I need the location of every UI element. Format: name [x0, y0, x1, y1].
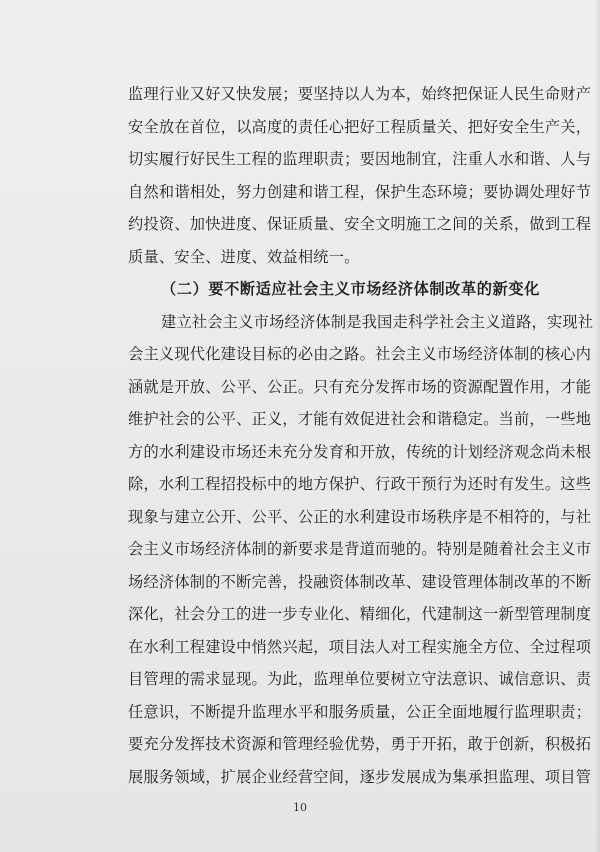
text-line: 深化，社会分工的进一步专业化、精细化，代建制这一新型管理制度	[128, 605, 592, 623]
text-line: 切实履行好民生工程的监理职责；要因地制宜，注重人水和谐、人与	[128, 150, 592, 168]
text-line: 监理行业又好又快发展；要坚持以人为本，始终把保证人民生命财产	[128, 85, 592, 103]
text-line: 任意识，不断提升监理水平和服务质量，公正全面地履行监理职责；	[128, 702, 592, 721]
text-line: 场经济体制的不断完善，投融资体制改革、建设管理体制改革的不断	[128, 572, 592, 591]
text-line: 涵就是开放、公平、公正。只有充分发挥市场的资源配置作用，才能	[128, 377, 592, 396]
text-line: 自然和谐相处，努力创建和谐工程，保护生态环境；要协调处理好节	[128, 182, 592, 201]
text-line: 质量、安全、进度、效益相统一。	[128, 247, 360, 266]
paragraph-first-line: 建立社会主义市场经济体制是我国走科学社会主义道路，实现社	[161, 312, 594, 331]
page-number: 10	[293, 801, 307, 814]
text-line: 目管理的需求显现。为此，监理单位要树立守法意识、诚信意识、责	[128, 670, 592, 688]
text-line: 会主义市场经济体制的新要求是背道而驰的。特别是随着社会主义市	[128, 540, 592, 558]
text-line: 方的水利建设市场还未充分发育和开放，传统的计划经济观念尚未根	[128, 442, 592, 461]
text-line: 现象与建立公开、公平、公正的水利建设市场秩序是不相符的，与社	[128, 507, 592, 526]
text-line: 约投资、加快进度、保证质量、安全文明施工之间的关系，做到工程	[128, 215, 592, 233]
text-line: 会主义现代化建设目标的必由之路。社会主义市场经济体制的核心内	[128, 345, 592, 363]
scan-edge-shadow	[594, 0, 600, 852]
body-text	[128, 78, 594, 793]
text-line: 除，水利工程招投标中的地方保护、行政干预行为还时有发生。这些	[128, 475, 592, 493]
text-line: 要充分发挥技术资源和管理经验优势，勇于开拓，敢于创新，积极拓	[128, 735, 592, 753]
text-line: 安全放在首位，以高度的责任心把好工程质量关、把好安全生产关，	[128, 117, 592, 136]
text-line: 在水利工程建设中悄然兴起，项目法人对工程实施全方位、全过程项	[128, 637, 592, 656]
text-line: 展服务领域，扩展企业经营空间，逐步发展成为集承担监理、项目管	[128, 767, 592, 786]
text-line: 维护社会的公平、正义，才能有效促进社会和谐稳定。当前，一些地	[128, 410, 592, 428]
section-heading: （二）要不断适应社会主义市场经济体制改革的新变化	[161, 280, 540, 298]
